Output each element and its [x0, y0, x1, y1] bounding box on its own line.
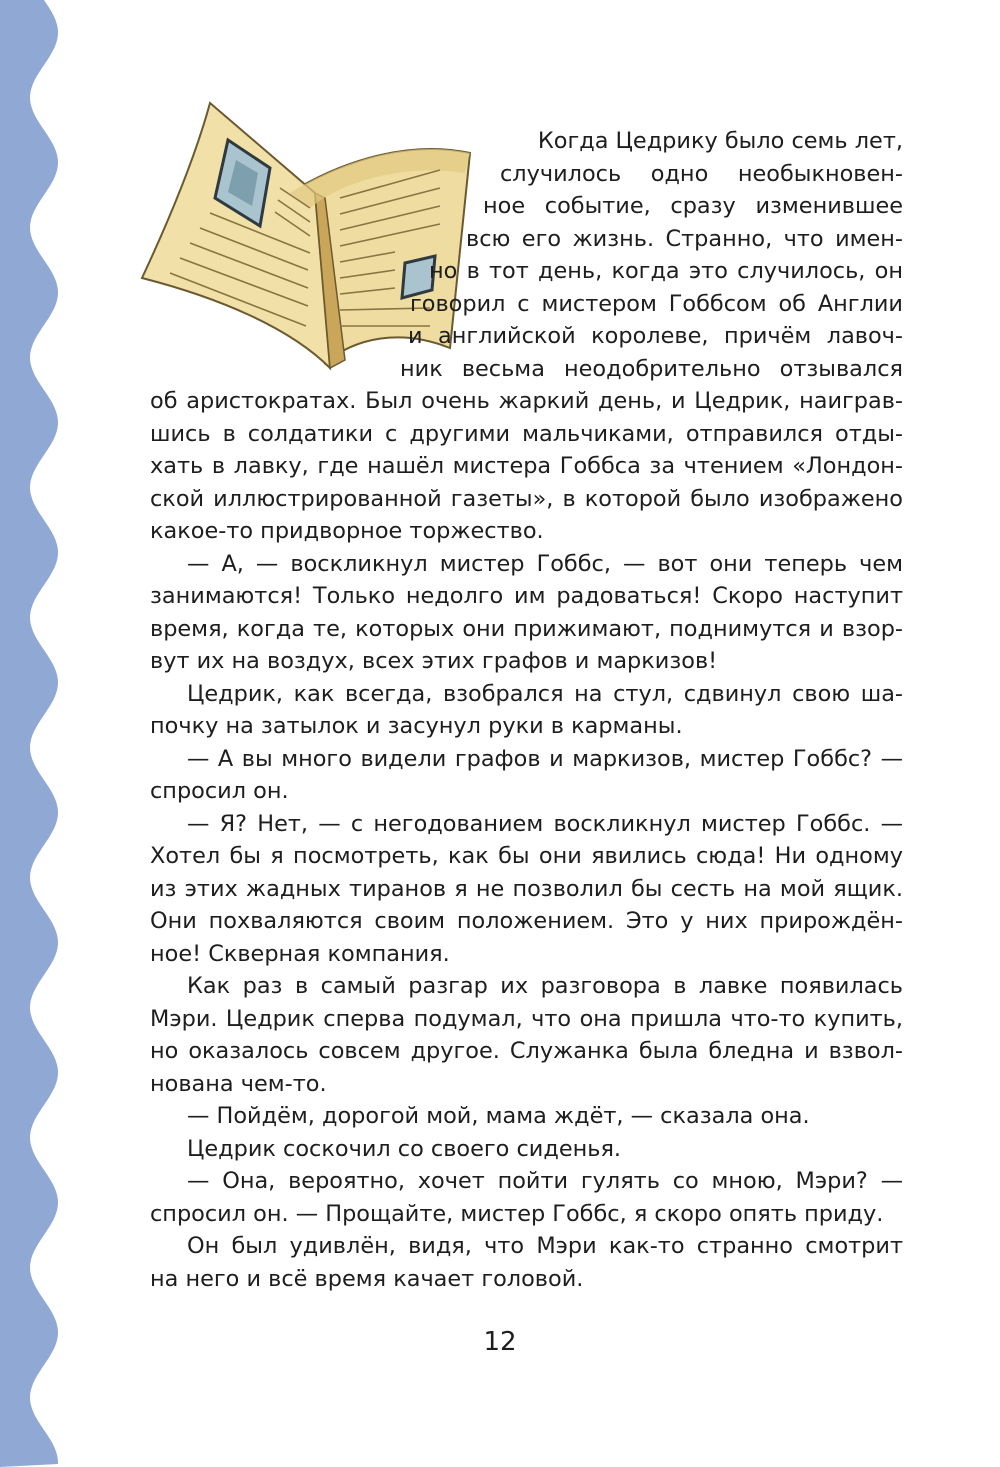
- intro-text: [150, 125, 903, 385]
- text-line: Когда Цедрику было семь лет,: [537, 128, 903, 154]
- text-line: Они похваляются своим положением. Это у них прирождён-: [150, 908, 903, 934]
- text-line: занимаются! Только недолго им радоваться! Скоро наступит: [150, 583, 903, 609]
- text-line: — Пойдём, дорогой мой, мама ждёт, — сказала она.: [187, 1103, 810, 1129]
- page-number: 12: [483, 1327, 517, 1357]
- text-line: вут их на воздух, всех этих графов и маркизов!: [150, 648, 718, 674]
- text-line: — Она, вероятно, хочет пойти гулять со мною, Мэри? —: [187, 1168, 903, 1194]
- text-line: ное! Скверная компания.: [150, 940, 450, 967]
- text-line: Цедрик соскочил со своего сиденья.: [187, 1135, 622, 1162]
- text-line: спросил он. — Прощайте, мистер Гоббс, я скоро опять приду.: [150, 1200, 884, 1227]
- text-line: спросил он.: [150, 778, 289, 804]
- text-line: ской иллюстрированной газеты», в которой было изображено: [150, 485, 903, 512]
- text-line: время, когда те, которых они прижимают, поднимутся и взор-: [150, 615, 903, 642]
- text-line: об аристократах. Был очень жаркий день, и Цедрик, наиграв-: [150, 388, 903, 414]
- text-line: — Я? Нет, — с негодованием воскликнул мистер Гоббс. —: [187, 810, 903, 837]
- text-line: — А вы много видели графов и маркизов, мистер Гоббс? —: [187, 745, 903, 772]
- text-line: — А, — воскликнул мистер Гоббс, — вот они теперь чем: [187, 550, 903, 577]
- text-line: и английской королеве, причём лавоч-: [408, 323, 903, 349]
- text-line: Хотел бы я посмотреть, как бы они явились сюда! Ни одному: [150, 843, 903, 869]
- text-line: Мэри. Цедрик сперва подумал, что она пришла что-то купить,: [150, 1005, 903, 1032]
- text-line: ник весьма неодобрительно отзывался: [400, 355, 903, 382]
- text-line: случилось одно необыкновен-: [500, 160, 903, 187]
- text-line: шись в солдатики с другими мальчиками, отправился отды-: [150, 420, 903, 447]
- text-line: Он был удивлён, видя, что Мэри как-то странно смотрит: [187, 1233, 903, 1259]
- text-line: но в тот день, когда это случилось, он: [429, 258, 903, 284]
- text-line: нована чем-то.: [150, 1070, 327, 1097]
- text-line: Цедрик, как всегда, взобрался на стул, сдвинул свою ша-: [187, 680, 903, 707]
- text-line: говорил с мистером Гоббсом об Англии: [410, 290, 903, 317]
- body-text: [150, 385, 903, 1295]
- text-line: хать в лавку, где нашёл мистера Гоббса за чтением «Лондон-: [150, 453, 903, 479]
- wavy-border: [0, 0, 70, 1467]
- text-line: Как раз в самый разгар их разговора в лавке появилась: [187, 973, 903, 999]
- text-line: из этих жадных тиранов я не позволил бы сесть на мой ящик.: [150, 875, 903, 902]
- text-line: но оказалось совсем другое. Служанка была бледна и взвол-: [150, 1038, 903, 1064]
- text-line: какое-то придворное торжество.: [150, 518, 544, 544]
- text-line: ное событие, сразу изменившее: [483, 193, 903, 219]
- text-line: всю его жизнь. Странно, что имен-: [466, 225, 903, 252]
- text-line: почку на затылок и засунул руки в карманы.: [150, 713, 683, 739]
- text-line: на него и всё время качает головой.: [150, 1265, 584, 1292]
